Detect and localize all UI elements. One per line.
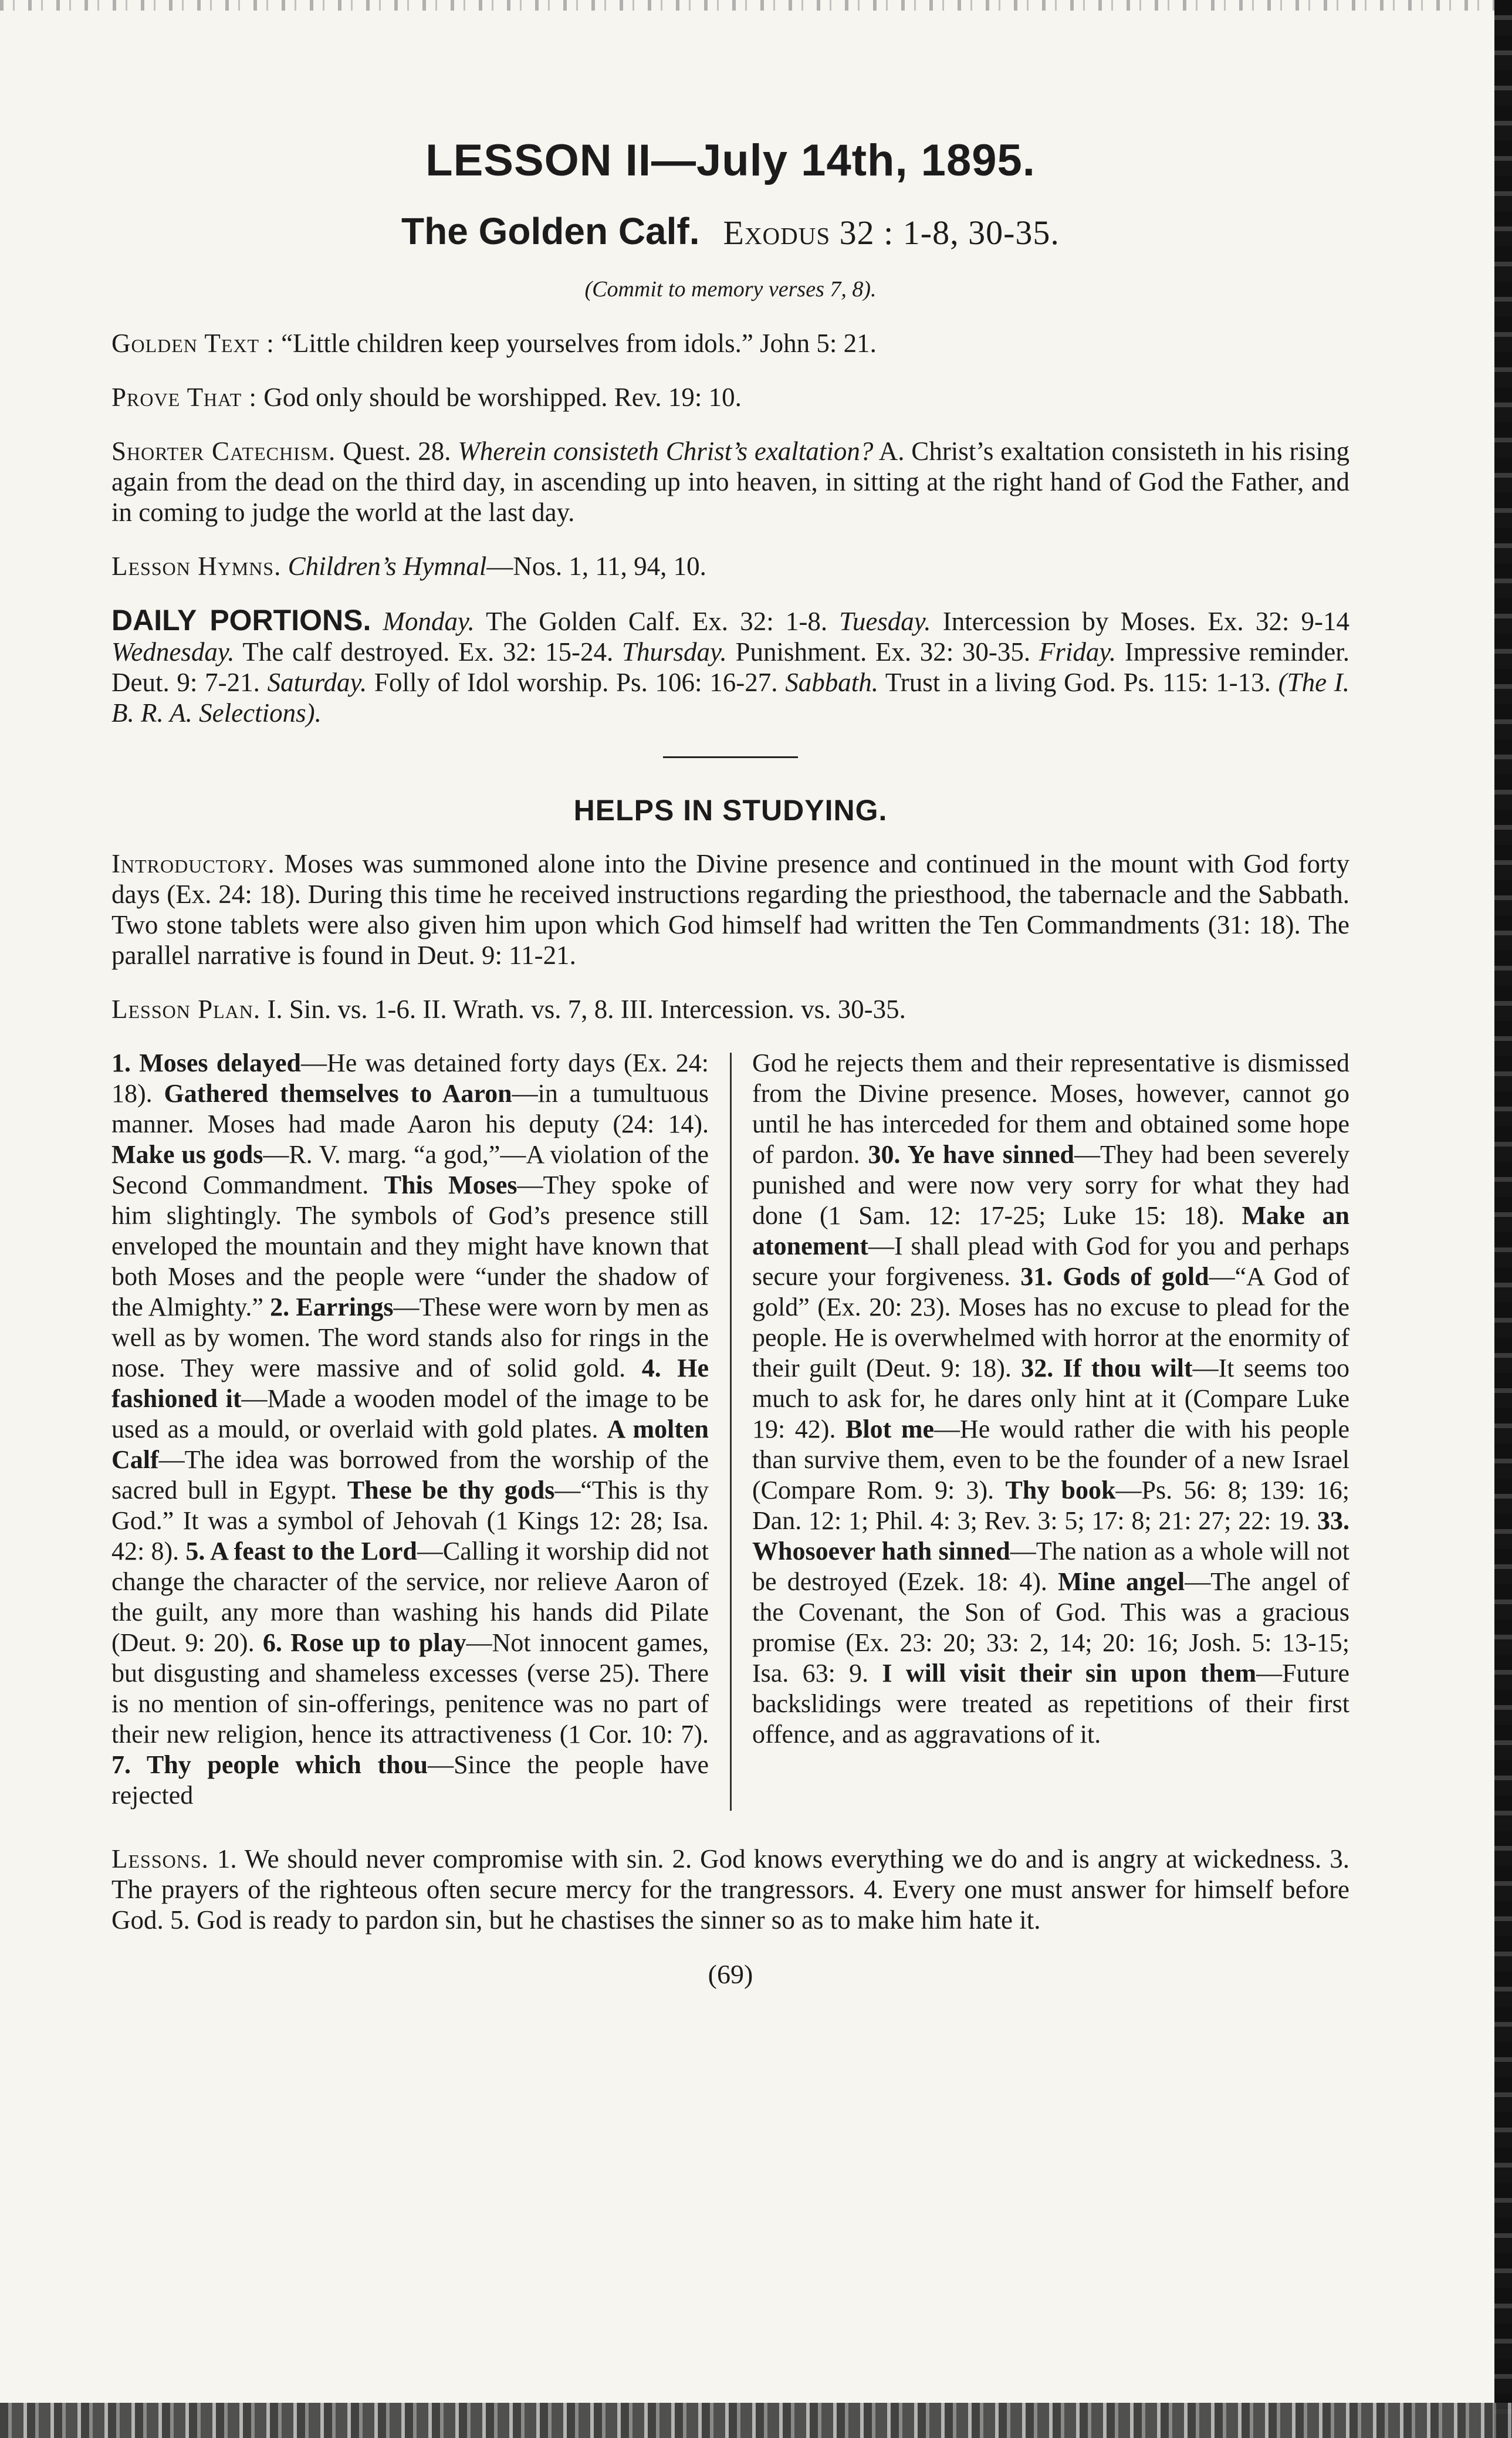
- daily-portions-label: DAILY PORTIONS.: [111, 604, 371, 637]
- note-text: —Made a wooden model of the image to be used as a mould, or overlaid with gold plates.: [111, 1384, 709, 1443]
- introductory: [111, 848, 1349, 971]
- daily-portion-text: Impressive reminder. Deut. 9: 7-21.: [111, 637, 1350, 697]
- daily-portion-text: Punishment. Ex. 32: 30-35.: [735, 637, 1031, 667]
- daily-portion-day: Wednesday.: [111, 637, 235, 667]
- notes-left-column: [111, 1048, 709, 1811]
- scan-edge-top: [0, 0, 1512, 11]
- note-label: 4. He fashioned it: [111, 1354, 709, 1413]
- note-label: 1. Moses delayed: [111, 1049, 301, 1077]
- note-label: 6. Rose up to play: [262, 1628, 466, 1657]
- golden-text: [111, 328, 1349, 359]
- page-content: [111, 135, 1349, 1990]
- note-text: —in a tumultuous manner. Moses had made Aaron his deputy (24: 14).: [111, 1079, 709, 1138]
- note-label: 2. Earrings: [270, 1293, 394, 1321]
- note-label: These be thy gods: [347, 1476, 555, 1504]
- golden-text-quote: “Little children keep yourselves from idols.”: [281, 329, 753, 358]
- daily-portion-day: Tuesday.: [839, 607, 931, 636]
- lesson-plan-text: I. Sin. vs. 1-6. II. Wrath. vs. 7, 8. III. Intercession. vs. 30-35.: [267, 995, 906, 1024]
- note-text: —Not innocent games, but disgusting and shameless excesses (verse 25). There is no mention of sin-offerings, penitence was no part of their new religion, hence its attractiveness (1 Cor. 10: 7).: [111, 1628, 709, 1749]
- note-text: —“A God of gold” (Ex. 20: 23). Moses has no excuse to plead for the people. He is overwhelmed with horror at the enormity of their guilt (Deut. 9: 18).: [752, 1262, 1349, 1382]
- note-label: Make us gods: [111, 1140, 263, 1169]
- note-label: This Moses: [384, 1171, 517, 1199]
- catechism-quest: Quest. 28.: [343, 437, 451, 466]
- note-label: 32. If thou wilt: [1021, 1354, 1193, 1382]
- note-label: 5. A feast to the Lord: [185, 1537, 417, 1565]
- selections-note: (The I. B. R. A. Selections).: [111, 668, 1350, 728]
- note-text: —It seems too much to ask for, he dares only hint at it (Compare Luke 19: 42).: [752, 1354, 1349, 1443]
- note-text: —Since the people have rejected: [111, 1750, 709, 1810]
- daily-portion-day: Saturday.: [267, 668, 367, 697]
- lessons: [111, 1844, 1349, 1935]
- daily-portions: [111, 605, 1349, 728]
- lesson-plan: [111, 994, 1349, 1024]
- note-label: 31. Gods of gold: [1020, 1262, 1209, 1291]
- helps-heading: HELPS IN STUDYING.: [573, 794, 888, 827]
- notes-columns: [111, 1048, 1349, 1811]
- note-text: —The angel of the Covenant, the Son of God. This was a gracious promise (Ex. 23: 20; 33: 2, 14; 20: 16; Josh. 5: 13-15; Isa. 63: 9.: [752, 1567, 1349, 1688]
- note-text: —They had been severely punished and were now very sorry for what they had done (1 Sam. 12: 17-25; Luke 15: 18).: [752, 1140, 1349, 1230]
- daily-portion-day: Friday.: [1039, 637, 1117, 667]
- note-text: —Ps. 56: 8; 139: 16; Dan. 12: 1; Phil. 4: 3; Rev. 3: 5; 17: 8; 21: 27; 22: 19.: [752, 1476, 1350, 1535]
- notes-right-column: [752, 1048, 1349, 1811]
- note-label: Mine angel: [1058, 1567, 1185, 1596]
- daily-portion-text: Folly of Idol worship. Ps. 106: 16-27.: [374, 668, 778, 697]
- note-label: 7. Thy people which thou: [111, 1750, 428, 1779]
- lessons-text: 1. We should never compromise with sin. 2. God knows everything we do and is angry at wickedness. 3. The prayers of the righteous often secure mercy for the trangressors. 4. Every one must answer for himself before God. 5. God is ready to pardon sin, but he chastises the sinner so as to make him hate it.: [111, 1844, 1349, 1935]
- section-divider: [663, 756, 798, 758]
- prove-that: [111, 382, 1349, 412]
- hymns-book: Children’s Hymnal: [287, 552, 487, 581]
- hymns-numbers: —Nos. 1, 11, 94, 10.: [486, 552, 706, 581]
- scripture-reference: Exodus 32 : 1-8, 30-35.: [723, 214, 1060, 252]
- note-label: 30. Ye have sinned: [868, 1140, 1074, 1169]
- note-text: —R. V. marg. “a god,”—A violation of the Second Commandment.: [111, 1140, 709, 1199]
- note-text: —He was detained forty days (Ex. 24: 18).: [111, 1049, 709, 1108]
- daily-portion-text: The Golden Calf. Ex. 32: 1-8.: [486, 607, 828, 636]
- daily-portion-text: The calf destroyed. Ex. 32: 15-24.: [242, 637, 614, 667]
- prove-that-text: God only should be worshipped.: [263, 383, 608, 412]
- note-text: —Calling it worship did not change the character of the service, nor relieve Aaron of the guilt, any more than washing his hands did Pilate (Deut. 9: 20).: [111, 1537, 709, 1657]
- note-label: 33. Whosoever hath sinned: [752, 1506, 1350, 1565]
- lesson-title: The Golden Calf.: [401, 210, 700, 252]
- page-number: (69): [708, 1959, 753, 1989]
- lessons-label: Lessons.: [111, 1844, 209, 1874]
- note-text: —They spoke of him slightingly. The symbols of God’s presence still enveloped the mountain and they might have known that both Moses and the people were “under the shadow of the Almighty.”: [111, 1171, 709, 1321]
- note-text: —I shall plead with God for you and perhaps secure your forgiveness.: [752, 1232, 1349, 1291]
- catechism-question: Wherein consisteth Christ’s exaltation?: [458, 437, 874, 466]
- shorter-catechism: [111, 436, 1349, 527]
- note-text: —These were worn by men as well as by women. The word stands also for rings in the nose. They were massive and of solid gold.: [111, 1293, 709, 1382]
- note-text: —Future backslidings were treated as repetitions of their first offence, and as aggravations of it.: [752, 1659, 1350, 1749]
- hymns-label: Lesson Hymns.: [111, 552, 282, 581]
- note-label: I will visit their sin upon them: [882, 1659, 1257, 1688]
- note-text: —The idea was borrowed from the worship of the sacred bull in Egypt.: [111, 1445, 709, 1504]
- lesson-plan-label: Lesson Plan.: [111, 995, 261, 1024]
- lesson-title-line: [111, 209, 1349, 253]
- introductory-label: Introductory.: [111, 849, 275, 878]
- lesson-hymns: [111, 551, 1349, 581]
- daily-portion-day: Monday.: [383, 607, 475, 636]
- golden-text-ref: John 5: 21.: [760, 329, 877, 358]
- introductory-text: Moses was summoned alone into the Divine presence and continued in the mount with God forty days (Ex. 24: 18). During this time he received instructions regarding the priesthood, the tabernacle and the Sabbath. Two stone tablets were also given him upon which God himself had written the Ten Commandments (31: 18). The parallel narrative is found in Deut. 9: 11-21.: [111, 849, 1349, 970]
- note-label: Make an atonement: [752, 1201, 1349, 1260]
- column-divider: [730, 1053, 732, 1811]
- daily-portion-day: Sabbath.: [785, 668, 878, 697]
- scan-edge-bottom: [0, 2403, 1512, 2438]
- note-text: —The nation as a whole will not be destroyed (Ezek. 18: 4).: [752, 1537, 1349, 1596]
- prove-that-ref: Rev. 19: 10.: [614, 383, 742, 412]
- note-label: Thy book: [1005, 1476, 1116, 1504]
- lesson-heading: LESSON II—July 14th, 1895.: [425, 136, 1036, 185]
- note-text: —He would rather die with his people than survive them, even to be the founder of a new Israel (Compare Rom. 9: 3).: [752, 1415, 1349, 1504]
- catechism-label: Shorter Catechism.: [111, 437, 336, 466]
- daily-portion-day: Thursday.: [621, 637, 727, 667]
- note-text: —“This is thy God.” It was a symbol of Jehovah (1 Kings 12: 28; Isa. 42: 8).: [111, 1476, 709, 1565]
- daily-portion-text: Intercession by Moses. Ex. 32: 9-14: [942, 607, 1349, 636]
- note-label: Blot me: [845, 1415, 935, 1443]
- golden-text-label: Golden Text :: [111, 329, 275, 358]
- prove-that-label: Prove That :: [111, 383, 258, 412]
- memory-note: (Commit to memory verses 7, 8).: [584, 277, 877, 302]
- catechism-answer: A. Christ’s exaltation consisteth in his rising again from the dead on the third day, in ascending up into heaven, in sitting at the right hand of God the Father, and in coming to judge the world at the last day.: [111, 437, 1350, 527]
- note-label: Gathered themselves to Aaron: [164, 1079, 512, 1108]
- note-text: God he rejects them and their representative is dismissed from the Divine presence. Moses, however, cannot go until he has interceded for them and obtained some hope of pardon.: [752, 1049, 1349, 1169]
- daily-portion-text: Trust in a living God. Ps. 115: 1-13.: [885, 668, 1271, 697]
- scan-edge-right: [1494, 0, 1512, 2438]
- note-label: A molten Calf: [111, 1415, 709, 1474]
